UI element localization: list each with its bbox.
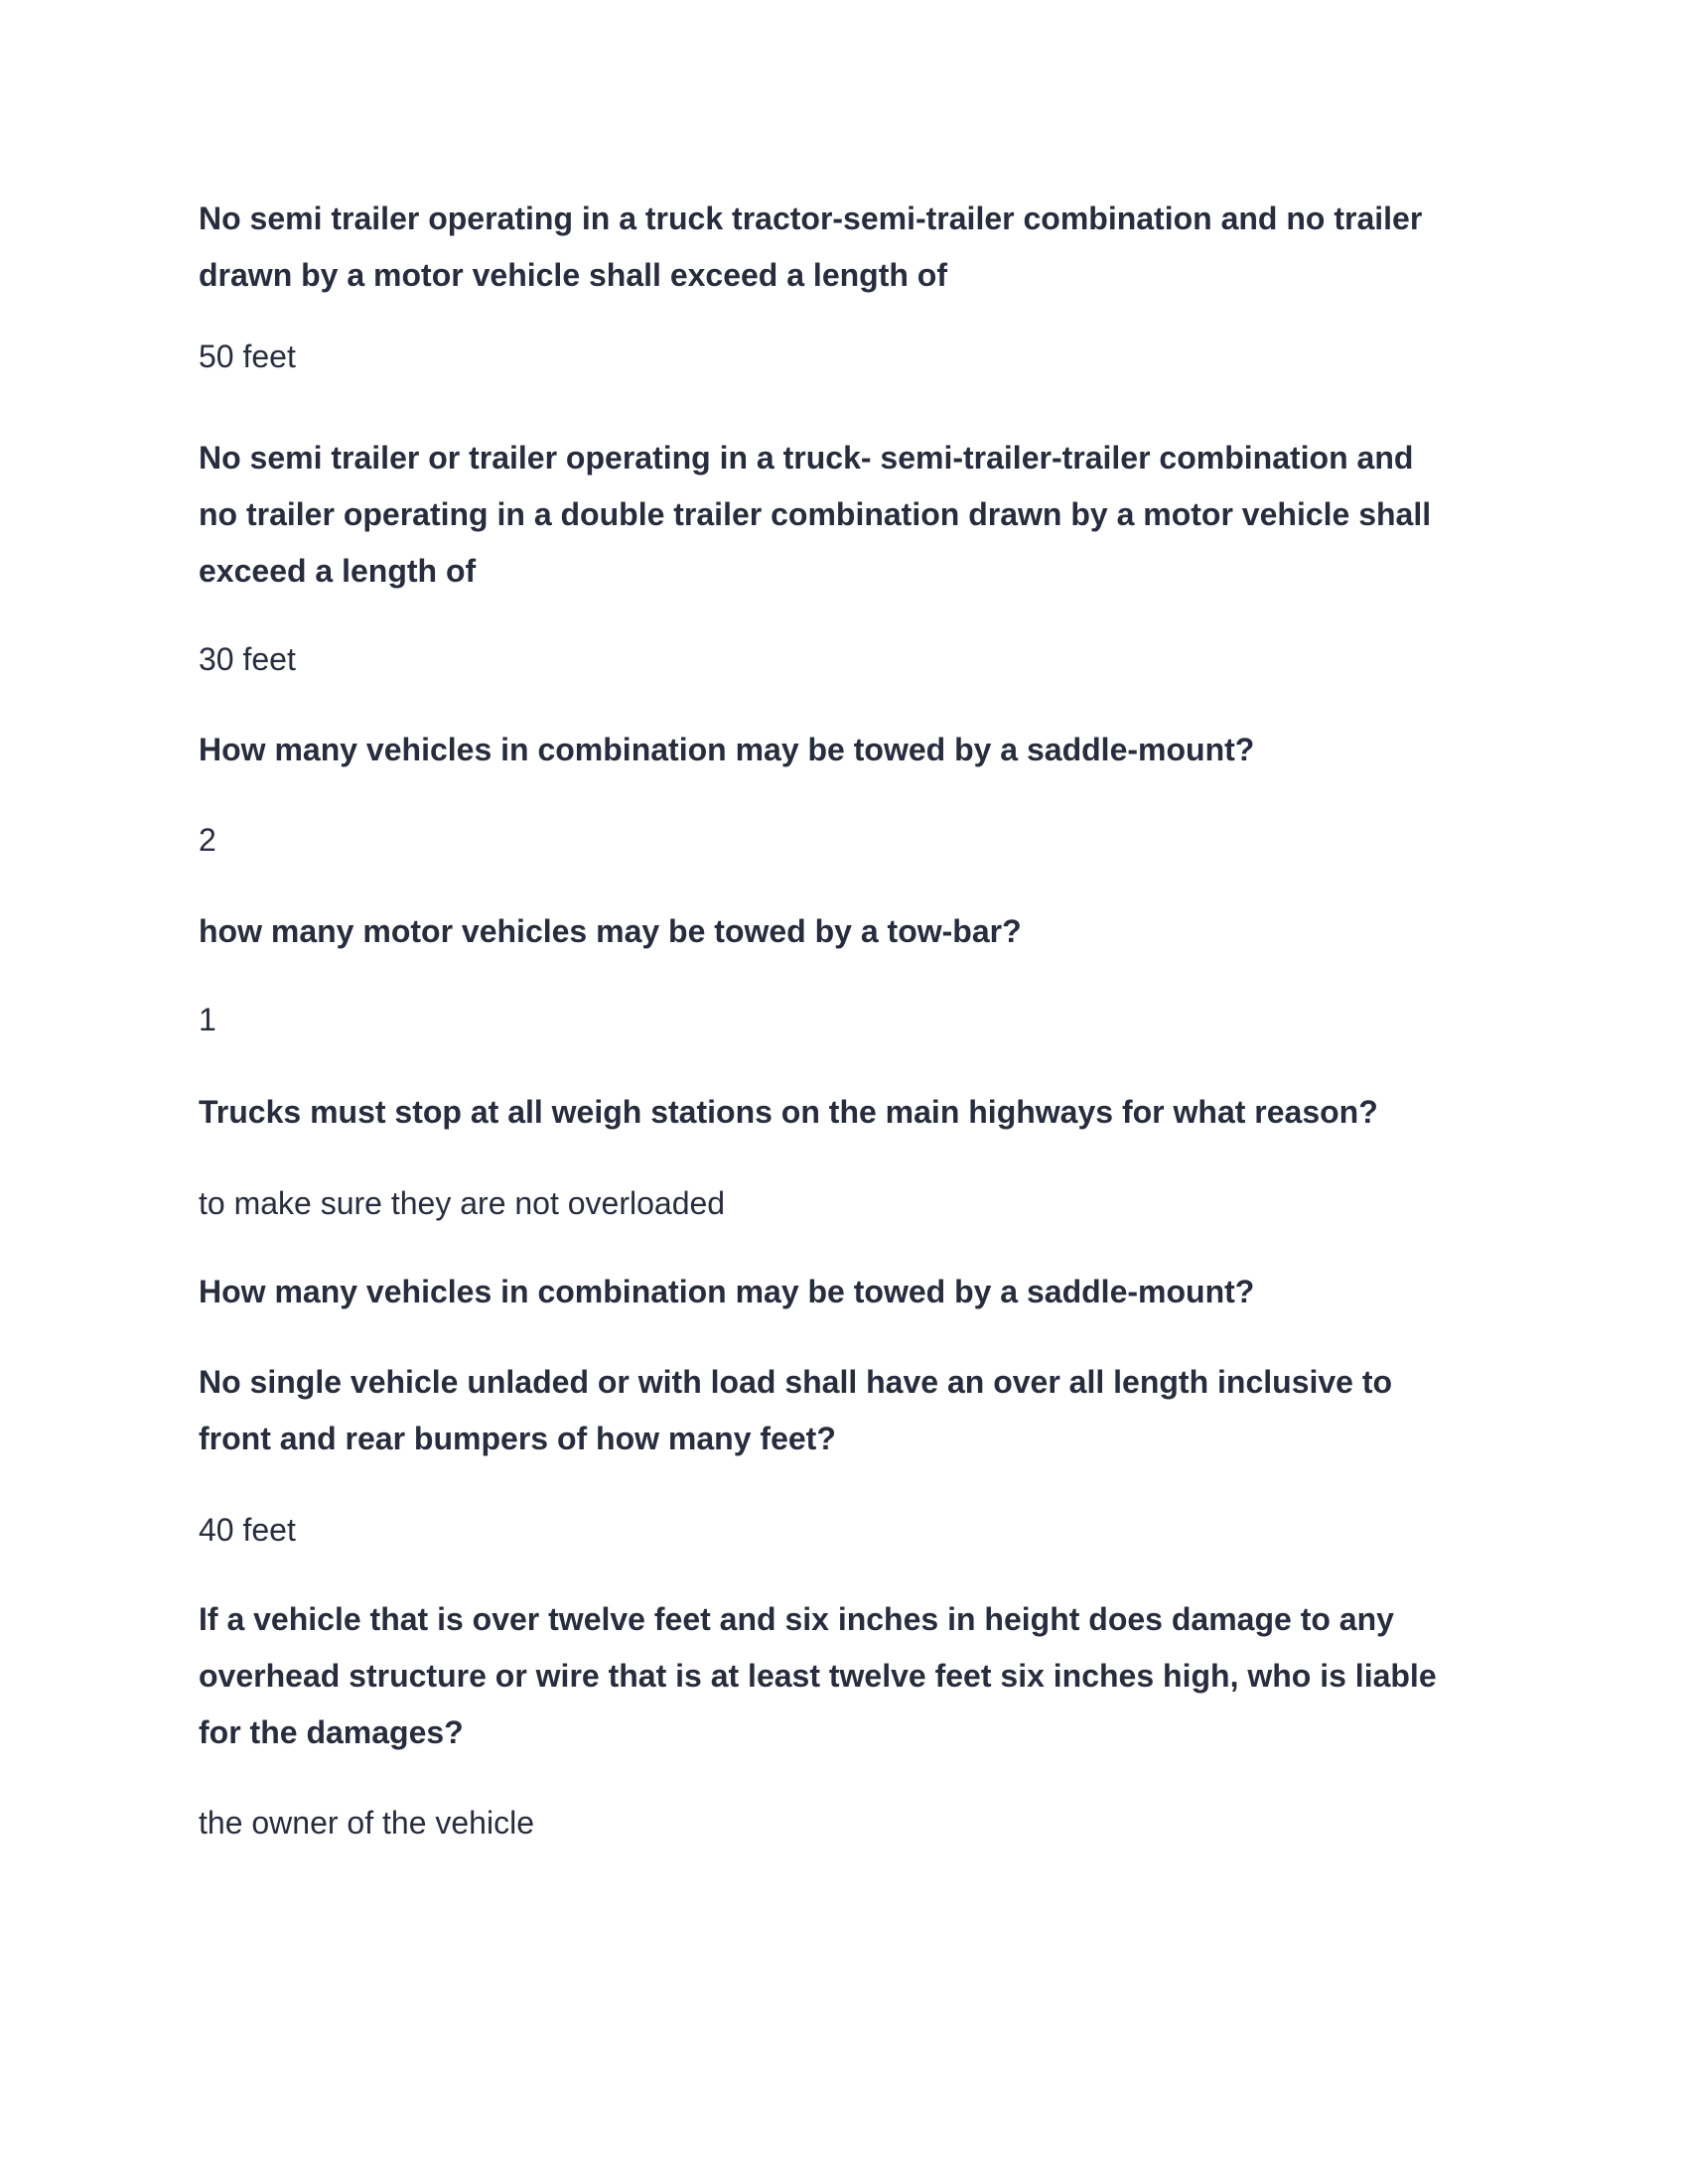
answer-line: 2 [199,822,216,858]
answer-5 [199,1175,1509,1232]
question-line: how many motor vehicles may be towed by a tow-bar? [199,913,1022,949]
question-line: exceed a length of [199,553,477,589]
question-2 [199,430,1509,600]
question-8 [199,1591,1509,1761]
answer-line: to make sure they are not overloaded [199,1185,726,1221]
answer-7 [199,1502,1509,1559]
question-line: front and rear bumpers of how many feet? [199,1421,836,1456]
answer-line: 40 feet [199,1512,296,1548]
question-line: No semi trailer operating in a truck tractor-semi-trailer combination and no trailer [199,201,1423,236]
question-5 [199,1084,1509,1141]
question-line: How many vehicles in combination may be towed by a saddle-mount? [199,1274,1255,1309]
question-line: No single vehicle unladed or with load shall have an over all length inclusive to [199,1364,1393,1400]
question-6 [199,1264,1509,1320]
question-line: How many vehicles in combination may be towed by a saddle-mount? [199,732,1255,767]
answer-line: 1 [199,1002,216,1037]
question-line: Trucks must stop at all weigh stations on the main highways for what reason? [199,1094,1378,1130]
answer-2 [199,631,1509,688]
answer-line: 50 feet [199,339,296,374]
answer-line: the owner of the vehicle [199,1805,534,1841]
question-3 [199,722,1509,778]
question-line: If a vehicle that is over twelve feet and six inches in height does damage to any [199,1601,1394,1637]
answer-8 [199,1795,1509,1851]
question-line: overhead structure or wire that is at least twelve feet six inches high, who is liable [199,1658,1437,1694]
question-line: no trailer operating in a double trailer combination drawn by a motor vehicle shall [199,496,1432,532]
question-1 [199,191,1509,304]
answer-line: 30 feet [199,641,296,677]
question-4 [199,903,1509,960]
answer-1 [199,329,1509,385]
question-7 [199,1354,1509,1467]
answer-4 [199,992,1509,1048]
question-line: No semi trailer or trailer operating in a truck- semi-trailer-trailer combination and [199,440,1414,476]
question-line: drawn by a motor vehicle shall exceed a length of [199,257,947,293]
answer-3 [199,812,1509,869]
question-line: for the damages? [199,1714,464,1750]
